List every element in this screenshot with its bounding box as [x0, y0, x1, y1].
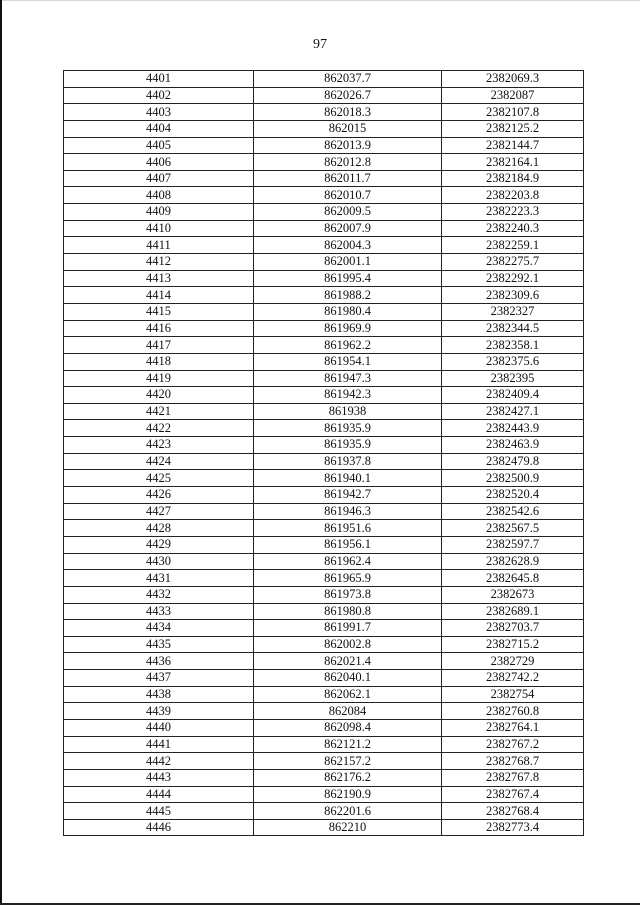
point-number-cell: 4403 [64, 104, 254, 121]
y-coordinate-cell: 2382107.8 [442, 104, 584, 121]
y-coordinate-cell: 2382358.1 [442, 337, 584, 354]
x-coordinate-cell: 862009.5 [254, 204, 442, 221]
table-row [64, 553, 584, 570]
x-coordinate-cell: 861940.1 [254, 470, 442, 487]
x-coordinate-cell: 861980.4 [254, 303, 442, 320]
point-number-cell: 4441 [64, 736, 254, 753]
y-coordinate-cell: 2382628.9 [442, 553, 584, 570]
x-coordinate-cell: 862040.1 [254, 670, 442, 687]
y-coordinate-cell: 2382309.6 [442, 287, 584, 304]
x-coordinate-cell: 862026.7 [254, 87, 442, 104]
point-number-cell: 4405 [64, 137, 254, 154]
table-row [64, 437, 584, 454]
x-coordinate-cell: 862001.1 [254, 254, 442, 271]
y-coordinate-cell: 2382203.8 [442, 187, 584, 204]
table-row [64, 187, 584, 204]
y-coordinate-cell: 2382715.2 [442, 636, 584, 653]
y-coordinate-cell: 2382673 [442, 586, 584, 603]
table-row [64, 204, 584, 221]
table-row [64, 453, 584, 470]
y-coordinate-cell: 2382767.2 [442, 736, 584, 753]
table-row [64, 303, 584, 320]
x-coordinate-cell: 861962.4 [254, 553, 442, 570]
x-coordinate-cell: 862011.7 [254, 170, 442, 187]
point-number-cell: 4418 [64, 353, 254, 370]
x-coordinate-cell: 861951.6 [254, 520, 442, 537]
table-row [64, 487, 584, 504]
point-number-cell: 4423 [64, 437, 254, 454]
point-number-cell: 4409 [64, 204, 254, 221]
y-coordinate-cell: 2382395 [442, 370, 584, 387]
point-number-cell: 4424 [64, 453, 254, 470]
table-row [64, 353, 584, 370]
x-coordinate-cell: 862121.2 [254, 736, 442, 753]
point-number-cell: 4427 [64, 503, 254, 520]
y-coordinate-cell: 2382567.5 [442, 520, 584, 537]
y-coordinate-cell: 2382344.5 [442, 320, 584, 337]
point-number-cell: 4445 [64, 803, 254, 820]
point-number-cell: 4417 [64, 337, 254, 354]
y-coordinate-cell: 2382259.1 [442, 237, 584, 254]
y-coordinate-cell: 2382767.8 [442, 769, 584, 786]
y-coordinate-cell: 2382144.7 [442, 137, 584, 154]
point-number-cell: 4416 [64, 320, 254, 337]
point-number-cell: 4446 [64, 819, 254, 836]
point-number-cell: 4408 [64, 187, 254, 204]
point-number-cell: 4439 [64, 703, 254, 720]
y-coordinate-cell: 2382754 [442, 686, 584, 703]
point-number-cell: 4406 [64, 154, 254, 171]
table-row [64, 603, 584, 620]
x-coordinate-cell: 862018.3 [254, 104, 442, 121]
x-coordinate-cell: 862157.2 [254, 753, 442, 770]
table-row [64, 403, 584, 420]
x-coordinate-cell: 862062.1 [254, 686, 442, 703]
y-coordinate-cell: 2382500.9 [442, 470, 584, 487]
table-row [64, 420, 584, 437]
x-coordinate-cell: 862012.8 [254, 154, 442, 171]
x-coordinate-cell: 862002.8 [254, 636, 442, 653]
y-coordinate-cell: 2382703.7 [442, 620, 584, 637]
table-row [64, 87, 584, 104]
y-coordinate-cell: 2382240.3 [442, 220, 584, 237]
x-coordinate-cell: 861969.9 [254, 320, 442, 337]
table-row [64, 586, 584, 603]
x-coordinate-cell: 861980.8 [254, 603, 442, 620]
x-coordinate-cell: 862098.4 [254, 719, 442, 736]
table-row [64, 470, 584, 487]
table-row [64, 503, 584, 520]
point-number-cell: 4432 [64, 586, 254, 603]
table-row [64, 570, 584, 587]
point-number-cell: 4430 [64, 553, 254, 570]
table-row [64, 636, 584, 653]
point-number-cell: 4433 [64, 603, 254, 620]
x-coordinate-cell: 861954.1 [254, 353, 442, 370]
point-number-cell: 4419 [64, 370, 254, 387]
y-coordinate-cell: 2382773.4 [442, 819, 584, 836]
x-coordinate-cell: 861935.9 [254, 420, 442, 437]
point-number-cell: 4410 [64, 220, 254, 237]
table-row [64, 520, 584, 537]
x-coordinate-cell: 861942.7 [254, 487, 442, 504]
x-coordinate-cell: 862015 [254, 120, 442, 137]
coordinates-table-body [64, 71, 584, 836]
point-number-cell: 4440 [64, 719, 254, 736]
x-coordinate-cell: 862190.9 [254, 786, 442, 803]
point-number-cell: 4402 [64, 87, 254, 104]
table-row [64, 137, 584, 154]
table-row [64, 237, 584, 254]
point-number-cell: 4442 [64, 753, 254, 770]
table-row [64, 536, 584, 553]
y-coordinate-cell: 2382409.4 [442, 387, 584, 404]
table-row [64, 154, 584, 171]
point-number-cell: 4438 [64, 686, 254, 703]
x-coordinate-cell: 861935.9 [254, 437, 442, 454]
y-coordinate-cell: 2382125.2 [442, 120, 584, 137]
x-coordinate-cell: 861973.8 [254, 586, 442, 603]
point-number-cell: 4428 [64, 520, 254, 537]
x-coordinate-cell: 861991.7 [254, 620, 442, 637]
x-coordinate-cell: 862084 [254, 703, 442, 720]
x-coordinate-cell: 861942.3 [254, 387, 442, 404]
table-row [64, 170, 584, 187]
y-coordinate-cell: 2382184.9 [442, 170, 584, 187]
table-row [64, 753, 584, 770]
table-row [64, 254, 584, 271]
point-number-cell: 4426 [64, 487, 254, 504]
point-number-cell: 4413 [64, 270, 254, 287]
scan-top-edge [0, 0, 640, 1]
table-row [64, 320, 584, 337]
x-coordinate-cell: 861962.2 [254, 337, 442, 354]
y-coordinate-cell: 2382164.1 [442, 154, 584, 171]
y-coordinate-cell: 2382764.1 [442, 719, 584, 736]
y-coordinate-cell: 2382223.3 [442, 204, 584, 221]
table-row [64, 620, 584, 637]
y-coordinate-cell: 2382768.4 [442, 803, 584, 820]
table-row [64, 104, 584, 121]
y-coordinate-cell: 2382689.1 [442, 603, 584, 620]
y-coordinate-cell: 2382768.7 [442, 753, 584, 770]
table-row [64, 653, 584, 670]
point-number-cell: 4443 [64, 769, 254, 786]
table-row [64, 670, 584, 687]
point-number-cell: 4414 [64, 287, 254, 304]
x-coordinate-cell: 862201.6 [254, 803, 442, 820]
table-row [64, 736, 584, 753]
y-coordinate-cell: 2382760.8 [442, 703, 584, 720]
y-coordinate-cell: 2382729 [442, 653, 584, 670]
point-number-cell: 4404 [64, 120, 254, 137]
y-coordinate-cell: 2382645.8 [442, 570, 584, 587]
point-number-cell: 4425 [64, 470, 254, 487]
scan-left-edge [0, 0, 2, 905]
table-row [64, 370, 584, 387]
point-number-cell: 4407 [64, 170, 254, 187]
table-row [64, 786, 584, 803]
point-number-cell: 4434 [64, 620, 254, 637]
table-row [64, 337, 584, 354]
table-row [64, 220, 584, 237]
page-number: 97 [313, 37, 327, 52]
table-row [64, 803, 584, 820]
x-coordinate-cell: 862004.3 [254, 237, 442, 254]
y-coordinate-cell: 2382443.9 [442, 420, 584, 437]
table-row [64, 270, 584, 287]
point-number-cell: 4431 [64, 570, 254, 587]
y-coordinate-cell: 2382742.2 [442, 670, 584, 687]
x-coordinate-cell: 862013.9 [254, 137, 442, 154]
y-coordinate-cell: 2382520.4 [442, 487, 584, 504]
y-coordinate-cell: 2382292.1 [442, 270, 584, 287]
point-number-cell: 4422 [64, 420, 254, 437]
x-coordinate-cell: 861938 [254, 403, 442, 420]
y-coordinate-cell: 2382542.6 [442, 503, 584, 520]
x-coordinate-cell: 862176.2 [254, 769, 442, 786]
table-row [64, 769, 584, 786]
y-coordinate-cell: 2382327 [442, 303, 584, 320]
x-coordinate-cell: 861965.9 [254, 570, 442, 587]
point-number-cell: 4429 [64, 536, 254, 553]
point-number-cell: 4411 [64, 237, 254, 254]
x-coordinate-cell: 861937.8 [254, 453, 442, 470]
table-row [64, 287, 584, 304]
y-coordinate-cell: 2382463.9 [442, 437, 584, 454]
point-number-cell: 4435 [64, 636, 254, 653]
x-coordinate-cell: 862210 [254, 819, 442, 836]
point-number-cell: 4421 [64, 403, 254, 420]
point-number-cell: 4401 [64, 71, 254, 88]
y-coordinate-cell: 2382275.7 [442, 254, 584, 271]
x-coordinate-cell: 862010.7 [254, 187, 442, 204]
x-coordinate-cell: 861947.3 [254, 370, 442, 387]
x-coordinate-cell: 862007.9 [254, 220, 442, 237]
table-row [64, 686, 584, 703]
x-coordinate-cell: 862021.4 [254, 653, 442, 670]
point-number-cell: 4412 [64, 254, 254, 271]
x-coordinate-cell: 861946.3 [254, 503, 442, 520]
table-row [64, 71, 584, 88]
point-number-cell: 4444 [64, 786, 254, 803]
x-coordinate-cell: 861956.1 [254, 536, 442, 553]
y-coordinate-cell: 2382375.6 [442, 353, 584, 370]
point-number-cell: 4420 [64, 387, 254, 404]
y-coordinate-cell: 2382597.7 [442, 536, 584, 553]
point-number-cell: 4415 [64, 303, 254, 320]
table-row [64, 120, 584, 137]
y-coordinate-cell: 2382427.1 [442, 403, 584, 420]
point-number-cell: 4437 [64, 670, 254, 687]
table-row [64, 703, 584, 720]
coordinates-table [63, 70, 584, 836]
y-coordinate-cell: 2382767.4 [442, 786, 584, 803]
y-coordinate-cell: 2382479.8 [442, 453, 584, 470]
x-coordinate-cell: 862037.7 [254, 71, 442, 88]
x-coordinate-cell: 861988.2 [254, 287, 442, 304]
table-row [64, 719, 584, 736]
point-number-cell: 4436 [64, 653, 254, 670]
y-coordinate-cell: 2382069.3 [442, 71, 584, 88]
x-coordinate-cell: 861995.4 [254, 270, 442, 287]
table-row [64, 387, 584, 404]
table-row [64, 819, 584, 836]
y-coordinate-cell: 2382087 [442, 87, 584, 104]
